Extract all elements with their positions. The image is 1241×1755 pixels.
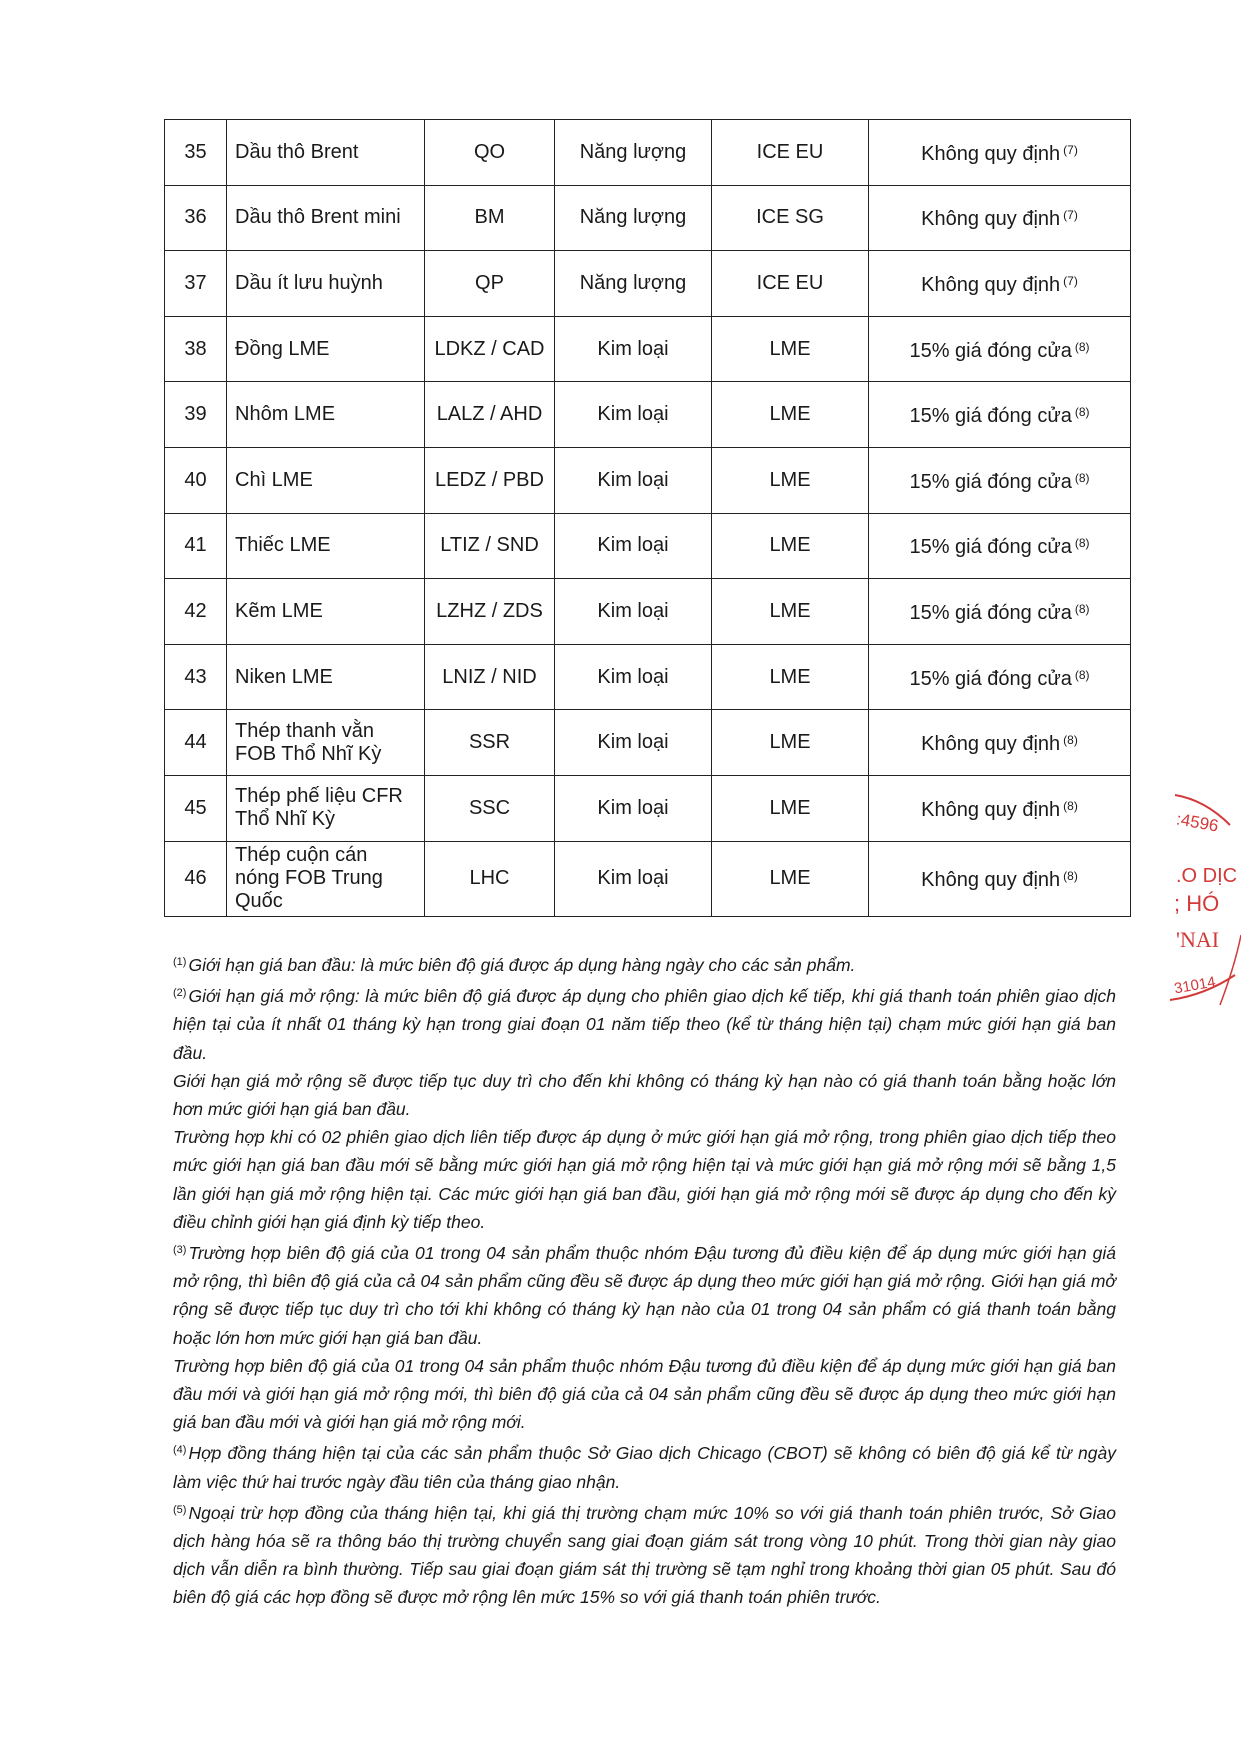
exchange-cell: LME	[712, 775, 869, 841]
product-group-cell: Kim loại	[555, 644, 712, 710]
row-number-cell: 35	[165, 120, 227, 186]
footnote-text: Trường hợp biên độ giá của 01 trong 04 sản phẩm thuộc nhóm Đậu tương đủ điều kiện để áp dụng mức giới hạn giá ban đầu mới và giới hạn giá mở rộng mới, thì biên độ giá của cả 04 sản phẩm cũng đều sẽ được áp dụng theo mức giới hạn giá ban đầu mới và giới hạn giá mở rộng mới.	[173, 1355, 1116, 1433]
product-code-cell: LTIZ / SND	[425, 513, 555, 579]
product-code-cell: LNIZ / NID	[425, 644, 555, 710]
product-name-cell: Dầu thô Brent mini	[227, 185, 425, 251]
row-number-cell: 40	[165, 447, 227, 513]
table-row	[165, 775, 1131, 841]
table-row	[165, 382, 1131, 448]
price-limit-text: Không quy định	[921, 208, 1061, 231]
product-group-cell: Kim loại	[555, 513, 712, 579]
row-number-cell: 42	[165, 579, 227, 645]
product-group-cell: Kim loại	[555, 841, 712, 916]
row-number-cell: 36	[165, 185, 227, 251]
row-number-cell: 43	[165, 644, 227, 710]
table-row	[165, 251, 1131, 317]
row-number-cell: 45	[165, 775, 227, 841]
price-limit-text: 15% giá đóng cửa	[909, 536, 1072, 559]
product-code-cell: LHC	[425, 841, 555, 916]
price-limit-text: Không quy định	[921, 142, 1061, 165]
product-group-cell: Năng lượng	[555, 251, 712, 317]
price-limit-cell	[869, 841, 1131, 916]
footnote-paragraph	[173, 979, 1116, 1067]
price-limit-text: Không quy định	[921, 798, 1061, 821]
footnote-mark: (4)	[173, 1444, 187, 1457]
product-code-cell: LZHZ / ZDS	[425, 579, 555, 645]
footnote-paragraph	[173, 1436, 1116, 1495]
product-name-cell: Niken LME	[227, 644, 425, 710]
product-code-cell: QO	[425, 120, 555, 186]
product-code-cell: LALZ / AHD	[425, 382, 555, 448]
product-code-cell: BM	[425, 185, 555, 251]
table-row	[165, 120, 1131, 186]
product-name-cell: Thép phế liệu CFR Thổ Nhĩ Kỳ	[227, 775, 425, 841]
price-limit-text: Không quy định	[921, 273, 1061, 296]
red-seal-stamp	[1160, 785, 1241, 1025]
table-row	[165, 644, 1131, 710]
price-limit-text: Không quy định	[921, 869, 1061, 892]
product-code-cell: SSC	[425, 775, 555, 841]
footnote-paragraph	[173, 1496, 1116, 1612]
footnote-ref: (8)	[1074, 536, 1090, 551]
exchange-cell: ICE SG	[712, 185, 869, 251]
price-limit-cell	[869, 316, 1131, 382]
footnote-ref: (8)	[1074, 470, 1090, 485]
table-row	[165, 710, 1131, 776]
footnote-paragraph	[173, 1352, 1116, 1437]
product-group-cell: Kim loại	[555, 382, 712, 448]
table-row	[165, 447, 1131, 513]
product-group-cell: Năng lượng	[555, 120, 712, 186]
row-number-cell: 44	[165, 710, 227, 776]
price-limit-text: 15% giá đóng cửa	[909, 339, 1072, 362]
footnotes	[173, 948, 1116, 1612]
price-limit-text: Không quy định	[921, 733, 1061, 756]
product-group-cell: Kim loại	[555, 447, 712, 513]
footnote-paragraph	[173, 1123, 1116, 1236]
footnote-mark: (2)	[173, 987, 187, 1000]
table-row	[165, 316, 1131, 382]
footnote-paragraph	[173, 1067, 1116, 1123]
table-row	[165, 185, 1131, 251]
exchange-cell: LME	[712, 316, 869, 382]
row-number-cell: 38	[165, 316, 227, 382]
footnote-ref: (8)	[1063, 733, 1078, 748]
row-number-cell: 39	[165, 382, 227, 448]
row-number-cell: 37	[165, 251, 227, 317]
product-group-cell: Kim loại	[555, 775, 712, 841]
price-limit-cell	[869, 775, 1131, 841]
product-group-cell: Kim loại	[555, 316, 712, 382]
price-limit-cell	[869, 513, 1131, 579]
seal-text-2: .O DỊC	[1176, 865, 1238, 887]
price-limit-cell	[869, 447, 1131, 513]
exchange-cell: LME	[712, 447, 869, 513]
footnote-paragraph	[173, 948, 1116, 979]
product-name-cell: Dầu ít lưu huỳnh	[227, 251, 425, 317]
product-name-cell: Nhôm LME	[227, 382, 425, 448]
exchange-cell: LME	[712, 579, 869, 645]
seal-text-3: ; HÓ	[1174, 891, 1220, 916]
price-limit-cell	[869, 710, 1131, 776]
exchange-cell: ICE EU	[712, 120, 869, 186]
footnote-mark: (1)	[173, 956, 187, 968]
footnote-ref: (7)	[1063, 273, 1078, 288]
price-limit-text: 15% giá đóng cửa	[909, 601, 1072, 624]
exchange-cell: LME	[712, 382, 869, 448]
product-code-cell: SSR	[425, 710, 555, 776]
price-limit-cell	[869, 185, 1131, 251]
footnote-text: Hợp đồng tháng hiện tại của các sản phẩm thuộc Sở Giao dịch Chicago (CBOT) sẽ không có biên độ giá kể từ ngày làm việc thứ hai trước ngày đầu tiên của tháng giao nhận.	[173, 1443, 1116, 1492]
seal-text-4: 'NAI	[1176, 927, 1220, 952]
footnote-text: Trường hợp khi có 02 phiên giao dịch liên tiếp được áp dụng ở mức giới hạn giá mở rộng, trong phiên giao dịch tiếp theo mức giới hạn giá ban đầu mới sẽ bằng mức giới hạn giá mở rộng hiện tại và mức giới hạn giá mở rộng mới sẽ bằng 1,5 lần giới hạn giá mở rộng hiện tại. Các mức giới hạn giá ban đầu, giới hạn giá mở rộng mới sẽ được áp dụng cho đến kỳ điều chỉnh giới hạn giá định kỳ tiếp theo.	[173, 1127, 1116, 1232]
product-name-cell: Kẽm LME	[227, 579, 425, 645]
seal-text-5: 31014	[1172, 973, 1217, 998]
footnote-ref: (8)	[1074, 601, 1090, 616]
table-row	[165, 579, 1131, 645]
product-name-cell: Dầu thô Brent	[227, 120, 425, 186]
price-limit-cell	[869, 120, 1131, 186]
product-code-cell: QP	[425, 251, 555, 317]
footnote-ref: (7)	[1063, 208, 1078, 223]
price-limit-text: 15% giá đóng cửa	[909, 470, 1072, 493]
footnote-ref: (8)	[1074, 667, 1090, 682]
product-name-cell: Thép cuộn cán nóng FOB Trung Quốc	[227, 841, 425, 916]
row-number-cell: 46	[165, 841, 227, 916]
product-name-cell: Thép thanh vằn FOB Thổ Nhĩ Kỳ	[227, 710, 425, 776]
footnote-text: Giới hạn giá mở rộng: là mức biên độ giá được áp dụng cho phiên giao dịch kế tiếp, khi giá thanh toán phiên giao dịch hiện tại của ít nhất 01 tháng kỳ hạn trong giai đoạn 01 năm tiếp theo (kể từ tháng hiện tại) chạm mức giới hạn giá ban đầu.	[173, 986, 1116, 1063]
price-limit-cell	[869, 251, 1131, 317]
exchange-cell: LME	[712, 513, 869, 579]
product-name-cell: Chì LME	[227, 447, 425, 513]
product-group-cell: Kim loại	[555, 579, 712, 645]
footnote-text: Ngoại trừ hợp đồng của tháng hiện tại, khi giá thị trường chạm mức 10% so với giá thanh toán phiên trước, Sở Giao dịch hàng hóa sẽ ra thông báo thị trường chuyển sang giai đoạn giám sát trong vòng 10 phút. Trong thời gian này giao dịch vẫn diễn ra bình thường. Tiếp sau giai đoạn giám sát thị trường sẽ tạm nghỉ trong khoảng thời gian 05 phút. Sau đó biên độ giá các hợp đồng sẽ được mở rộng lên mức 15% so với giá thanh toán phiên trước.	[173, 1502, 1116, 1608]
product-code-cell: LDKZ / CAD	[425, 316, 555, 382]
price-limit-cell	[869, 579, 1131, 645]
seal-text-1: :4596	[1174, 809, 1220, 836]
footnote-ref: (8)	[1074, 405, 1090, 420]
product-code-cell: LEDZ / PBD	[425, 447, 555, 513]
footnote-text: Trường hợp biên độ giá của 01 trong 04 sản phẩm thuộc nhóm Đậu tương đủ điều kiện để áp dụng mức giới hạn giá mở rộng, thì biên độ giá của cả 04 sản phẩm cũng đều sẽ được áp dụng theo mức giới hạn giá mở rộng. Giới hạn giá mở rộng sẽ được tiếp tục duy trì cho tới khi không có tháng kỳ hạn nào của 01 trong 04 sản phẩm có giá thanh toán bằng hoặc lớn hơn mức giới hạn giá ban đầu.	[173, 1243, 1116, 1348]
footnote-text: Giới hạn giá ban đầu: là mức biên độ giá được áp dụng hàng ngày cho các sản phẩm.	[188, 955, 856, 975]
commodity-table	[164, 119, 1131, 917]
footnote-mark: (3)	[173, 1244, 187, 1257]
price-limit-cell	[869, 382, 1131, 448]
footnote-ref: (8)	[1063, 798, 1078, 813]
footnote-paragraph	[173, 1236, 1116, 1352]
price-limit-text: 15% giá đóng cửa	[909, 405, 1072, 428]
product-group-cell: Năng lượng	[555, 185, 712, 251]
row-number-cell: 41	[165, 513, 227, 579]
exchange-cell: LME	[712, 644, 869, 710]
price-limit-cell	[869, 644, 1131, 710]
product-name-cell: Thiếc LME	[227, 513, 425, 579]
footnote-ref: (8)	[1063, 869, 1078, 884]
footnote-mark: (5)	[173, 1503, 187, 1516]
table-row	[165, 841, 1131, 916]
footnote-text: Giới hạn giá mở rộng sẽ được tiếp tục duy trì cho đến khi không có tháng kỳ hạn nào có giá thanh toán bằng hoặc lớn hơn mức giới hạn giá ban đầu.	[173, 1070, 1116, 1120]
footnote-ref: (7)	[1063, 142, 1078, 157]
table-body	[165, 120, 1131, 917]
exchange-cell: LME	[712, 710, 869, 776]
price-limit-text: 15% giá đóng cửa	[909, 667, 1072, 690]
product-group-cell: Kim loại	[555, 710, 712, 776]
exchange-cell: LME	[712, 841, 869, 916]
footnote-ref: (8)	[1074, 339, 1090, 354]
product-name-cell: Đồng LME	[227, 316, 425, 382]
table-row	[165, 513, 1131, 579]
exchange-cell: ICE EU	[712, 251, 869, 317]
